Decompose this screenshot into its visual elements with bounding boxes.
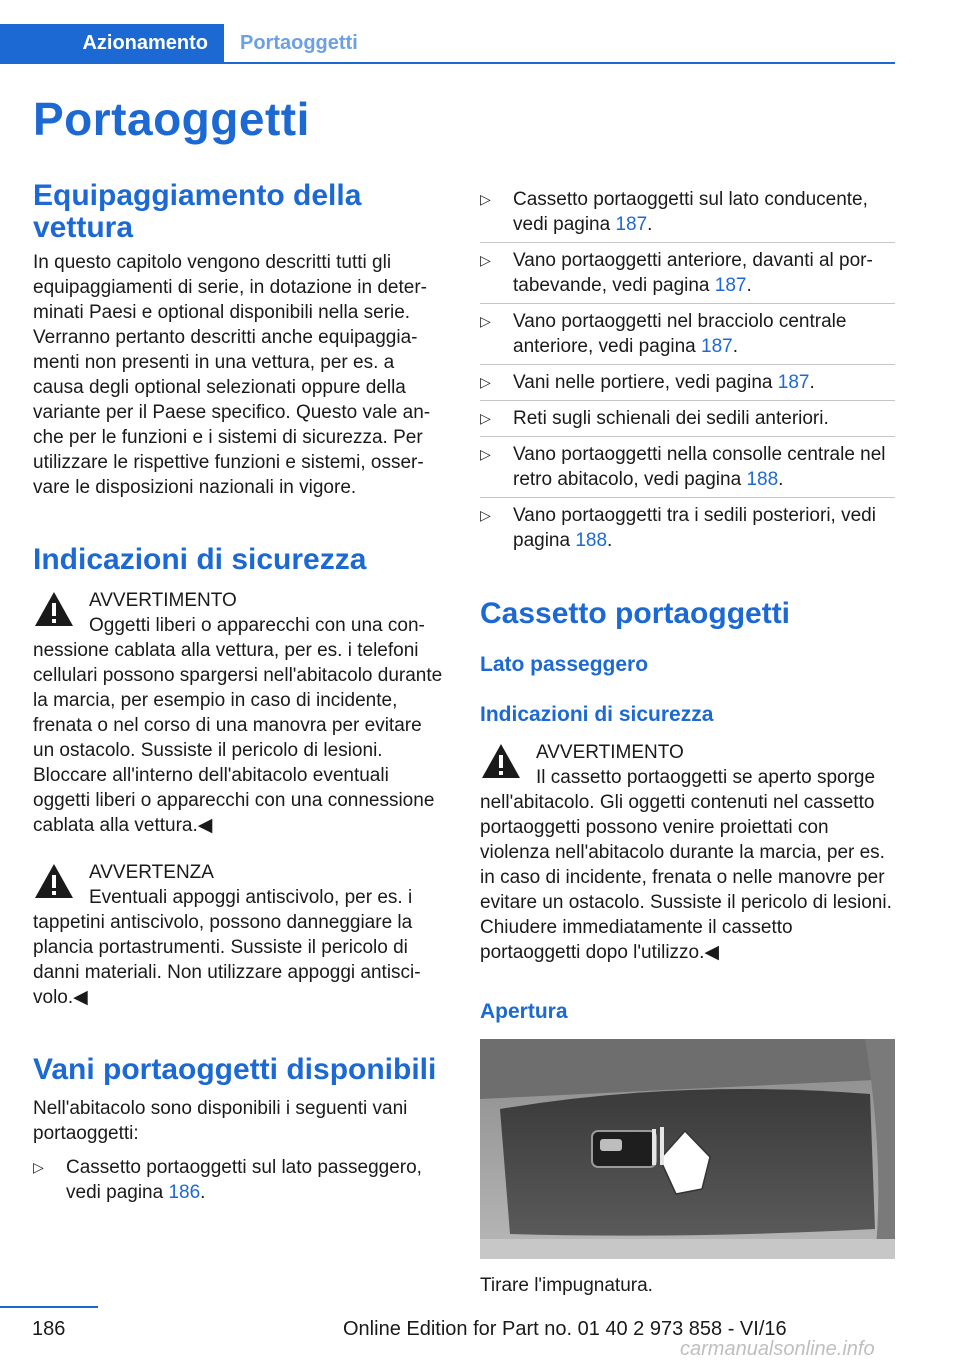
warning-title: AVVERTENZA: [89, 862, 214, 883]
list-item: ▷ Vani nelle portiere, vedi pagina 187.: [480, 365, 895, 401]
warning-triangle-icon: [33, 590, 75, 628]
list-item: ▷ Reti sugli schienali dei sedili anteriori.: [480, 401, 895, 437]
list-item: ▷ Vano portaoggetti tra i sedili posteriori, vedi pagina 188.: [480, 505, 876, 551]
list-item: ▷ Vano portaoggetti anteriore, davanti al portabevande, vedi pagina 187.: [480, 243, 895, 304]
page-link[interactable]: 187: [777, 372, 810, 393]
page-title: Portaoggetti: [33, 93, 310, 145]
page-link[interactable]: 187: [701, 336, 733, 357]
page-link[interactable]: 186: [168, 1182, 201, 1203]
subtitle-apertura: Apertura: [480, 1000, 568, 1023]
warning-triangle-icon: [33, 862, 75, 900]
watermark: carmanualsonline.info: [680, 1338, 875, 1360]
triangle-right-icon: ▷: [480, 191, 491, 207]
warning-block-1: [33, 588, 448, 838]
header-tabs: [0, 24, 895, 64]
warning-title: AVVERTIMENTO: [89, 590, 237, 611]
warning-text: Oggetti liberi o apparecchi con una connessione cablata alla vettura, per es. i telefoni cellulari possono spargersi nell'abitacolo durante la marcia, per esempio in caso di incidente, frenata o nel corso di una manovra per evitare un ostacolo. Sussiste il pericolo di lesioni. Bloccare all'interno dell'abitacolo eventuali oggetti liberi o apparecchi con una connessione cablata alla vettura.◀: [33, 615, 443, 836]
triangle-right-icon: ▷: [480, 313, 491, 329]
triangle-right-icon: ▷: [480, 410, 491, 426]
section-title-vani: Vani portaoggetti disponibili: [33, 1053, 437, 1086]
glovebox-photo: [480, 1039, 895, 1259]
triangle-right-icon: ▷: [480, 252, 491, 268]
section-title-sicurezza: Indicazioni di sicurezza: [33, 543, 367, 576]
warning-text: Il cassetto portaoggetti se aperto sporge nell'abitacolo. Gli oggetti contenuti nel cassetto portaoggetti possono venire proiettati con violenza nell'abitacolo durante la marcia, per es. in caso di incidente, frenata o nelle manovre per evitare un ostacolo. Sussiste il pericolo di lesioni. Chiudere immediatamente il cassetto portaoggetti dopo l'utilizzo.◀: [480, 767, 892, 963]
footer-rule: [0, 1306, 98, 1308]
photo-caption: Tirare l'impugnatura.: [480, 1275, 653, 1296]
list-item: ▷ Vano portaoggetti nella consolle centrale nel retro abitacolo, vedi pagina 188.: [480, 437, 895, 498]
tab-azionamento[interactable]: Azionamento: [0, 24, 224, 62]
list-item: ▷ Cassetto portaoggetti sul lato conducente, vedi pagina 187.: [480, 182, 895, 243]
left-column: [33, 180, 448, 1210]
vani-list-right: [480, 182, 895, 558]
warning-title: AVVERTIMENTO: [536, 742, 684, 763]
warning-text: Eventuali appoggi antiscivolo, per es. i tappetini antiscivolo, possono danneggiare la plancia portastrumenti. Sussiste il pericolo di danni materiali. Non utilizzare appoggi antiscivolo.◀: [33, 887, 421, 1008]
page-link[interactable]: 187: [615, 214, 648, 235]
subtitle-indicazioni: Indicazioni di sicurezza: [480, 703, 714, 726]
triangle-right-icon: ▷: [33, 1159, 44, 1175]
triangle-right-icon: ▷: [480, 507, 491, 523]
warning-block-3: [480, 740, 895, 965]
triangle-right-icon: ▷: [480, 446, 491, 462]
right-column: [480, 182, 895, 1298]
list-item: ▷ Vano portaoggetti nel bracciolo centrale anteriore, vedi pagina 187.: [480, 304, 895, 365]
section-title-equipaggiamento: Equipaggiamento della vettura: [33, 179, 362, 244]
vani-list-left: [33, 1150, 448, 1210]
triangle-right-icon: ▷: [480, 374, 491, 390]
warning-block-2: [33, 860, 448, 1010]
list-item: ▷ Cassetto portaoggetti sul lato passeggero, vedi pagina 186.: [33, 1157, 422, 1203]
page-link[interactable]: 188: [575, 530, 608, 551]
warning-triangle-icon: [480, 742, 522, 780]
page-link[interactable]: 187: [714, 275, 747, 296]
edition-text: Online Edition for Part no. 01 40 2 973 858 - VI/16: [343, 1318, 787, 1340]
page-link[interactable]: 188: [746, 469, 779, 490]
tab-portaoggetti[interactable]: Portaoggetti: [240, 32, 358, 54]
page-number: 186: [32, 1318, 66, 1340]
section-title-cassetto: Cassetto portaoggetti: [480, 597, 791, 630]
subtitle-lato-passeggero: Lato passeggero: [480, 653, 649, 676]
intro-text: In questo capitolo vengono descritti tutti gli equipaggiamenti di serie, in dotazione in determinati Paesi e optional disponibili nella serie. Verranno pertanto descritti anche equipaggiamenti non presenti in una vettura, per es. a causa degli optional selezionati oppure della variante per il Paese specifico. Questo vale anche per le funzioni e i sistemi di sicurezza. Per utilizzare le rispettive funzioni e sistemi, osservare le disposizioni nazionali in vigore.: [33, 252, 431, 498]
vani-intro-text: Nell'abitacolo sono disponibili i seguenti vani portaoggetti:: [33, 1098, 408, 1144]
